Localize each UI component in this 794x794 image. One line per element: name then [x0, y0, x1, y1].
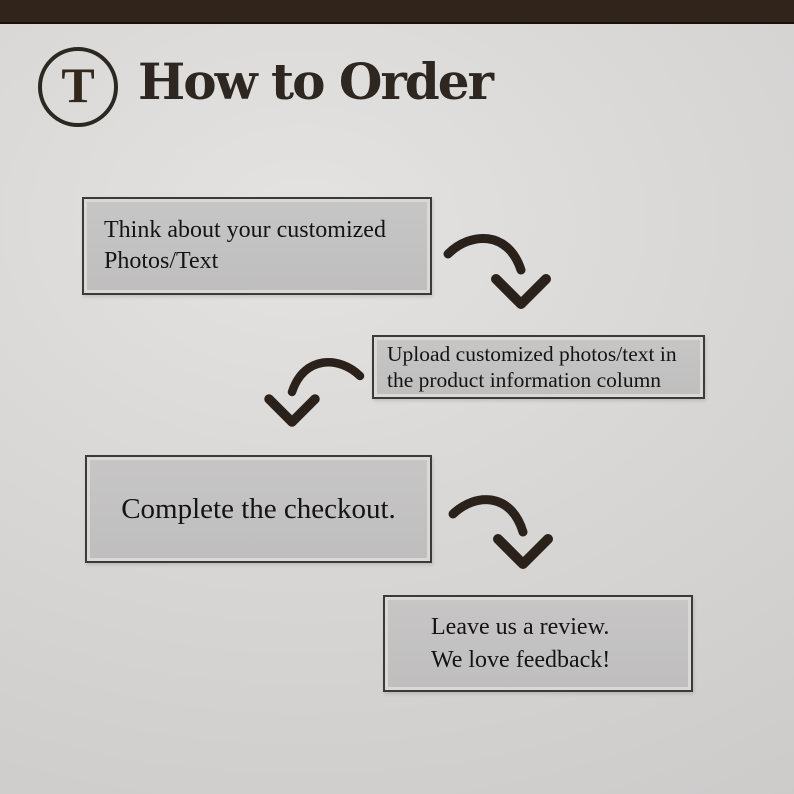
page-title: How to Order — [138, 52, 492, 111]
step-box-checkout — [85, 455, 432, 563]
arrow-curve — [292, 362, 360, 392]
step-text-line: Leave us a review. — [431, 614, 610, 641]
logo-letter: T — [61, 57, 95, 113]
step-text-line: We love feedback! — [431, 646, 611, 673]
header — [0, 0, 794, 160]
step-text-line: Photos/Text — [104, 248, 219, 274]
arrow-curve — [448, 238, 521, 270]
curved-arrow-down-right-icon — [438, 224, 558, 319]
step-box-upload — [372, 335, 705, 399]
curved-arrow-down-left-icon — [260, 350, 370, 435]
curved-arrow-down-right-icon — [443, 486, 563, 581]
step-text-line: Upload customized photos/text in — [387, 341, 677, 366]
arrow-head — [498, 539, 548, 564]
arrow-head — [269, 399, 315, 422]
step-text-line: Complete the checkout. — [121, 492, 396, 525]
step-text-line: Think about your customized — [104, 217, 386, 244]
step-box-review — [383, 595, 693, 692]
arrow-head — [496, 279, 546, 304]
step-text-line: the product information column — [387, 368, 662, 392]
arrow-curve — [453, 500, 523, 532]
step-box-think — [82, 197, 432, 295]
logo-badge — [38, 47, 118, 127]
